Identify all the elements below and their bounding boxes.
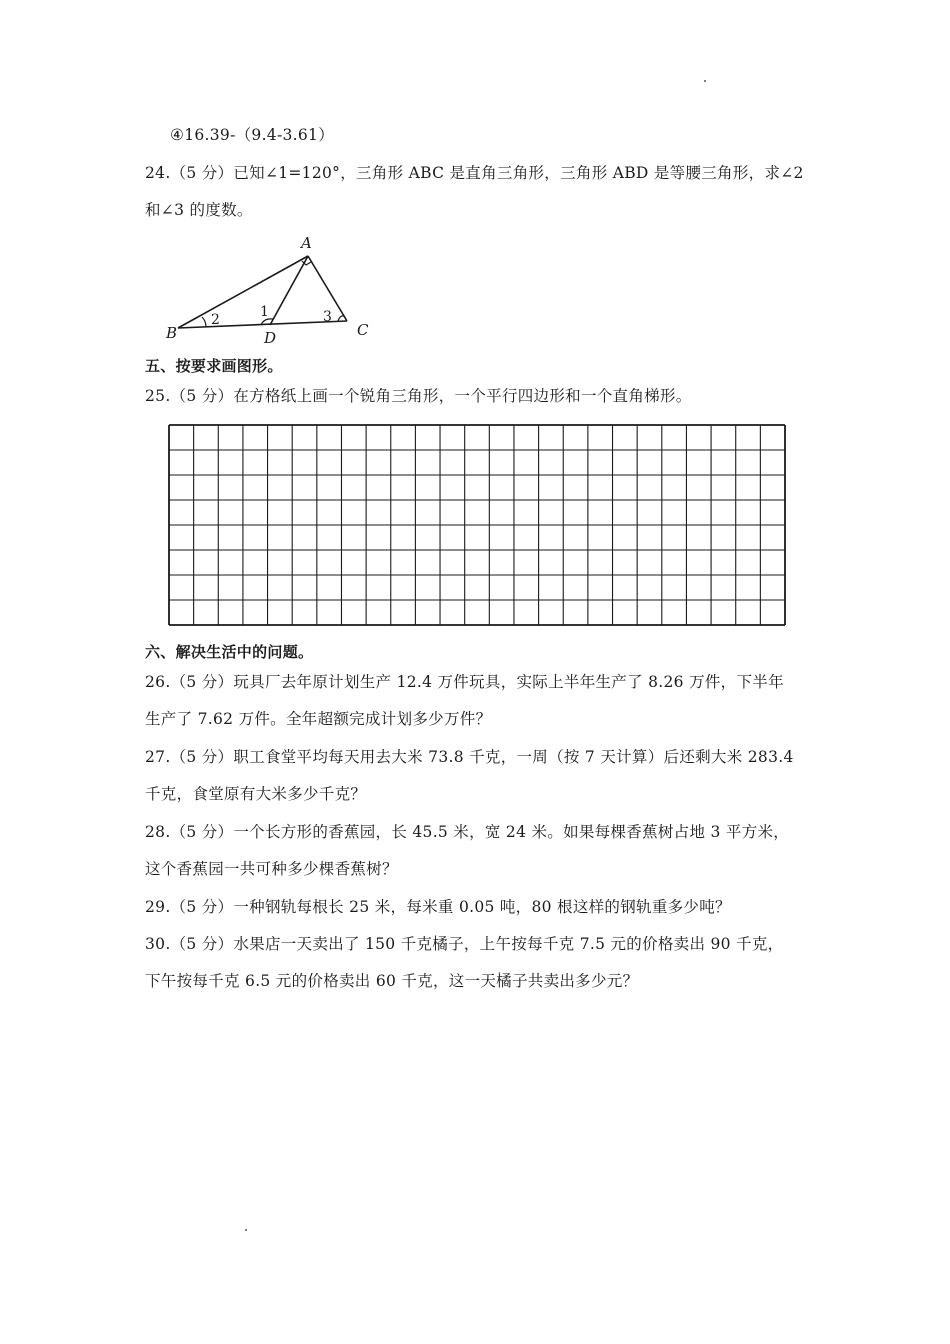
triangle-abc-figure [160,228,390,346]
angle-2-arc [202,317,206,327]
section5-title: 五、按要求画图形。 [145,357,283,375]
angle-3-arc [338,316,344,321]
q28-line2: 这个香蕉园一共可种多少棵香蕉树？ [145,860,398,878]
square-grid-paper [168,424,786,626]
q24-line2: 和∠3 的度数。 [145,201,253,219]
q27-line1: 27.（5 分）职工食堂平均每天用去大米 73.8 千克，一周（按 7 天计算）后还剩大米 283.4 [145,748,794,766]
label-angle-3: 3 [323,309,332,325]
q30-line1: 30.（5 分）水果店一天卖出了 150 千克橘子，上午按每千克 7.5 元的价格卖出 90 千克， [145,935,784,953]
q25-text: 25.（5 分）在方格纸上画一个锐角三角形，一个平行四边形和一个直角梯形。 [145,387,692,405]
label-a: A [301,234,312,252]
q26-line1: 26.（5 分）玩具厂去年原计划生产 12.4 万件玩具，实际上半年生产了 8.26 万件，下半年 [145,673,784,691]
section6-title: 六、解决生活中的问题。 [145,643,314,661]
label-d: D [264,329,277,346]
q29-line1: 29.（5 分）一种钢轨每根长 25 米，每米重 0.05 吨，80 根这样的钢轨重多少吨？ [145,898,731,916]
q28-line1: 28.（5 分）一个长方形的香蕉园，长 45.5 米，宽 24 米。如果每棵香蕉树占地 3 平方米， [145,823,790,841]
label-b: B [166,324,178,342]
q30-line2: 下午按每千克 6.5 元的价格卖出 60 千克，这一天橘子共卖出多少元？ [145,972,639,990]
q24-line1: 24.（5 分）已知∠1=120°，三角形 ABC 是直角三角形，三角形 ABD 是等腰三角形，求∠2 [145,164,804,182]
q26-line2: 生产了 7.62 万件。全年超额完成计划多少万件？ [145,710,492,728]
label-angle-1: 1 [260,304,269,320]
label-angle-2: 2 [211,312,220,328]
scan-speck [245,1229,247,1231]
label-c: C [357,321,369,339]
scan-speck [704,80,706,82]
q23-item4: ④16.39-（9.4-3.61） [170,126,335,144]
q27-line2: 千克，食堂原有大米多少千克？ [145,785,367,803]
